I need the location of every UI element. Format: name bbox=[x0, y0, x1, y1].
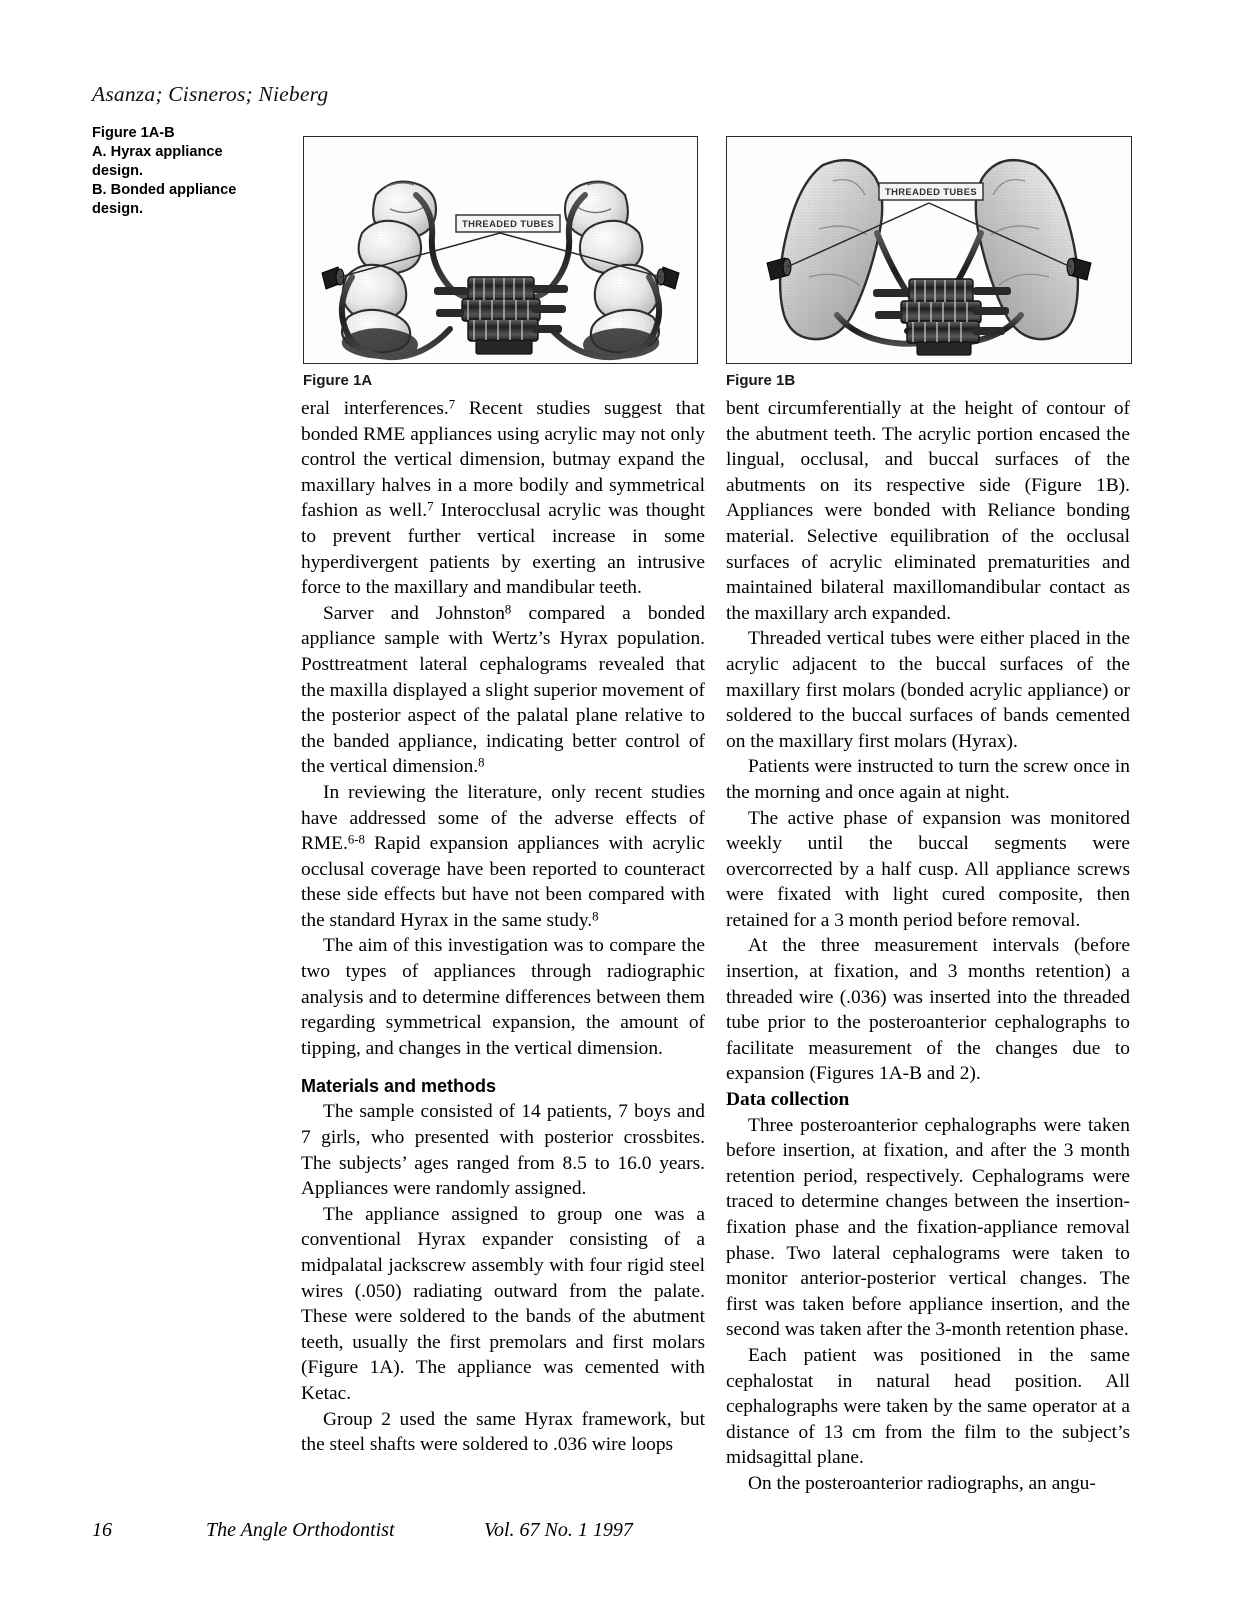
body-paragraph: On the posteroanterior radiographs, an angu- bbox=[748, 1472, 1096, 1494]
footer-volume-issue: Vol. 67 No. 1 1997 bbox=[484, 1519, 633, 1541]
section-heading-materials-and-methods: Materials and methods bbox=[301, 1076, 497, 1097]
body-paragraph: At the three measurement intervals (before insertion, at fixation, and 3 months retention) a threaded wire (.036) was inserted into the threaded tube prior to the posteroanterior cephalographs to facilitate measurement of the changes due to expansion (Figures 1A-B and 2). bbox=[726, 935, 1130, 1085]
footer-journal-title: The Angle Orthodontist bbox=[206, 1519, 395, 1541]
body-column-left bbox=[301, 396, 705, 1458]
figure-1a-label: Figure 1A bbox=[303, 372, 373, 389]
figure-caption-title: Figure 1A-B bbox=[92, 125, 175, 141]
reference-superscript: 7 bbox=[448, 397, 456, 412]
reference-superscript: 6-8 bbox=[347, 832, 365, 847]
hyrax-appliance-illustration bbox=[304, 137, 697, 363]
body-paragraph: Sarver and Johnston$^8$ compared a bonded appliance sample with Wertz’s Hyrax population. Posttreatment lateral cephalograms revealed that the maxilla displayed a slight superior movement of the posterior aspect of the palatal plane relative to the banded appliance, indicating better control of the vertical dimension.$^8$ bbox=[301, 602, 705, 778]
body-paragraph: The appliance assigned to group one was a conventional Hyrax expander consisting of a midpalatal jackscrew assembly with four rigid steel wires (.050) radiating outward from the palate. These were soldered to the bands of the abutment teeth, usually the first premolars and first molars (Figure 1A). The appliance was cemented with Ketac. bbox=[301, 1203, 705, 1404]
figure-caption-b-line1: B. Bonded appliance bbox=[92, 181, 237, 198]
body-column-right bbox=[726, 396, 1130, 1497]
figure-caption-a-line1: A. Hyrax appliance bbox=[92, 143, 223, 160]
reference-superscript: 8 bbox=[478, 755, 485, 770]
figure-1b-image bbox=[726, 136, 1132, 364]
section-heading-data-collection bbox=[726, 1087, 1130, 1113]
body-paragraph: Each patient was positioned in the same cephalostat in natural head position. All cephalographs were taken by the same operator at a distance of 13 cm from the film to the subject’s midsagittal plane. bbox=[726, 1344, 1130, 1469]
body-paragraph: Patients were instructed to turn the screw once in the morning and once again at night. bbox=[726, 756, 1130, 803]
body-paragraph: The sample consisted of 14 patients, 7 boys and 7 girls, who presented with posterior crossbites. The subjects’ ages ranged from 8.5 to 16.0 years. Appliances were randomly assigned. bbox=[301, 1101, 705, 1200]
body-paragraph: Threaded vertical tubes were either placed in the acrylic adjacent to the buccal surfaces of the maxillary first molars (bonded acrylic appliance) or soldered to the buccal surfaces of bands cemented on the maxillary first molars (Hyrax). bbox=[726, 628, 1130, 752]
figure-1a-image bbox=[303, 136, 698, 364]
reference-superscript: 8 bbox=[504, 602, 512, 616]
reference-superscript: 8 bbox=[592, 909, 599, 924]
threaded-tubes-label-text: THREADED TUBES bbox=[884, 186, 978, 197]
figure-caption-a-line2: design. bbox=[92, 162, 144, 179]
body-paragraph: Three posteroanterior cephalographs were taken before insertion, at fixation, and after the 3 month retention period, respectively. Cephalograms were traced to determine changes between the insertion-fixation phase and the fixation-appliance removal phase. Two lateral cephalograms were taken to monitor anterior-posterior vertical changes. The first was taken before appliance insertion, and the second was taken after the 3-month retention phase. bbox=[726, 1114, 1130, 1341]
section-heading-data-collection-text: Data collection bbox=[726, 1089, 850, 1111]
threaded-tubes-label-text: THREADED TUBES bbox=[461, 218, 555, 229]
body-paragraph: The active phase of expansion was monitored weekly until the buccal segments were overcorrected by a half cusp. All appliance screws were fixated with light cured composite, then retained for a 3 month period before removal. bbox=[726, 807, 1130, 931]
body-paragraph: The aim of this investigation was to compare the two types of appliances through radiographic analysis and to determine differences between them regarding symmetrical expansion, the amount of tipping, and changes in the vertical dimension. bbox=[301, 935, 705, 1059]
reference-superscript: 7 bbox=[427, 499, 434, 514]
bonded-appliance-illustration bbox=[727, 137, 1131, 363]
figure-caption-margin-block bbox=[92, 124, 288, 219]
threaded-tubes-label bbox=[879, 183, 983, 200]
body-paragraph: Group 2 used the same Hyrax framework, but the steel shafts were soldered to .036 wire loops bbox=[301, 1408, 705, 1456]
body-paragraph: eral interferences.$^7$ Recent studies suggest that bonded RME appliances using acrylic may not only control the vertical dimension, butmay expand the maxillary halves in a more bodily and symmetrical fashion as well.$^7$ Interocclusal acrylic was thought to prevent further vertical increase in some hyperdivergent patients by exerting an intrusive force to the maxillary and mandibular teeth. bbox=[301, 397, 705, 599]
figure-1b-label: Figure 1B bbox=[726, 372, 796, 389]
running-head: Asanza; Cisneros; Nieberg bbox=[92, 82, 329, 106]
threaded-tubes-label bbox=[456, 215, 560, 232]
figure-caption-b-line2: design. bbox=[92, 200, 144, 217]
body-paragraph: In reviewing the literature, only recent studies have addressed some of the adverse effects of RME.$^{6-8}$ Rapid expansion appliances with acrylic occlusal coverage have been reported to counteract these side effects but have not been compared with the standard Hyrax in the same study.$^8$ bbox=[301, 781, 705, 931]
body-paragraph: bent circumferentially at the height of contour of the abutment teeth. The acrylic portion encased the lingual, occlusal, and buccal surfaces of the abutments on its respective side (Figure 1B). Appliances were bonded with Reliance bonding material. Selective equilibration of the occlusal surfaces of acrylic eliminated prematurities and maintained bilateral maxillomandibular contact as the maxillary arch expanded. bbox=[726, 398, 1130, 624]
footer-page-number: 16 bbox=[92, 1519, 112, 1541]
figure-1b-photo bbox=[727, 137, 1131, 363]
figure-1a-photo bbox=[304, 137, 697, 363]
